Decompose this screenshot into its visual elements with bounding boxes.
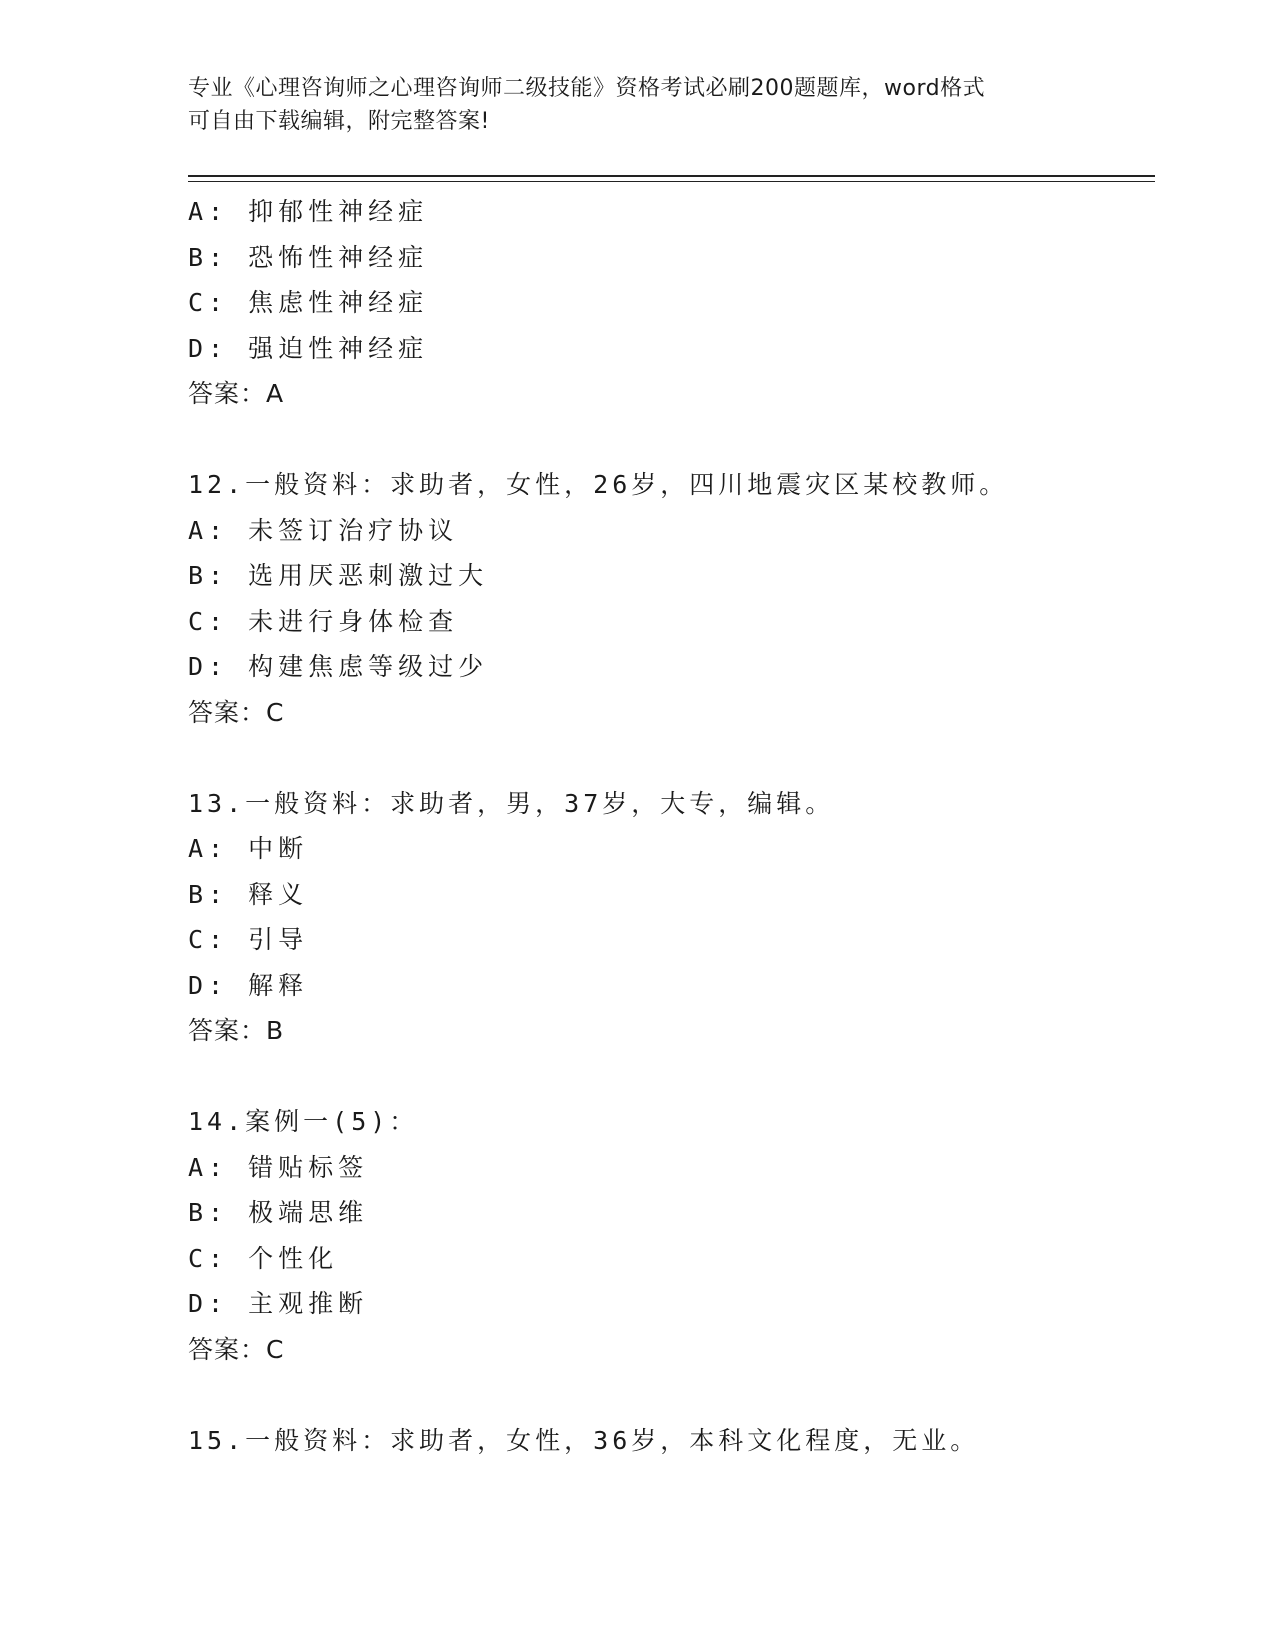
option-b: B: 释义 (188, 879, 309, 909)
option-c: C: 引导 (188, 925, 309, 954)
option-a: A: 中断 (188, 834, 309, 863)
option-b: B: 选用厌恶刺激过大 (188, 561, 489, 590)
answer: 答案：C (188, 697, 285, 727)
question-12 (188, 462, 1155, 735)
header-line-1: 专业《心理咨询师之心理咨询师二级技能》资格考试必刷200题题库，word格式 (188, 76, 986, 101)
option-d: D: 主观推断 (188, 1289, 369, 1318)
header-divider-thin (188, 181, 1155, 182)
question-text: 12.一般资料：求助者，女性，26岁，四川地震灾区某校教师。 (188, 470, 1009, 499)
option-c: C: 焦虑性神经症 (188, 288, 429, 317)
answer: 答案：C (188, 1334, 285, 1364)
option-b: B: 极端思维 (188, 1198, 369, 1227)
option-d: D: 解释 (188, 970, 309, 1000)
option-c: C: 未进行身体检查 (188, 606, 459, 636)
option-a: A: 错贴标签 (188, 1152, 369, 1182)
spacer (188, 1372, 1155, 1418)
answer: 答案：B (188, 1016, 285, 1045)
option-c: C: 个性化 (188, 1243, 339, 1273)
header-line-2: 可自由下载编辑，附完整答案! (188, 109, 490, 134)
spacer (188, 417, 1155, 463)
spacer (188, 735, 1155, 781)
option-d: D: 构建焦虑等级过少 (188, 652, 489, 681)
answer: 答案：A (188, 379, 285, 408)
question-text: 13.一般资料：求助者，男，37岁，大专，编辑。 (188, 788, 835, 818)
question-text: 15.一般资料：求助者，女性，36岁，本科文化程度，无业。 (188, 1425, 980, 1455)
question-14 (188, 1099, 1155, 1372)
header-divider-thick (188, 175, 1155, 177)
question-list (188, 189, 1155, 1463)
question-11 (188, 189, 1155, 417)
option-a: A: 抑郁性神经症 (188, 197, 429, 226)
question-text: 14.案例一(5)： (188, 1107, 419, 1136)
question-13 (188, 781, 1155, 1054)
document-header (188, 72, 1088, 138)
question-15 (188, 1418, 1155, 1464)
option-d: D: 强迫性神经症 (188, 333, 429, 363)
spacer (188, 1054, 1155, 1100)
option-b: B: 恐怖性神经症 (188, 242, 429, 272)
option-a: A: 未签订治疗协议 (188, 515, 459, 545)
